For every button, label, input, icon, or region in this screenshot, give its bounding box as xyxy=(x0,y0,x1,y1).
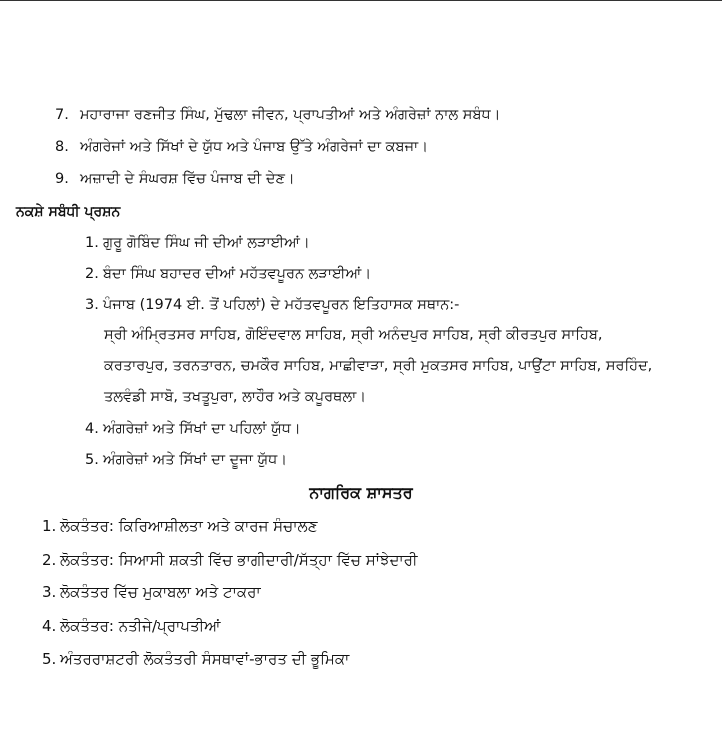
civics-item-3 xyxy=(42,582,261,602)
list-number: 4. xyxy=(85,421,99,437)
top-border-line xyxy=(0,0,722,1)
list-number: 3. xyxy=(85,297,99,313)
list-number: 2. xyxy=(42,551,57,569)
map-item-2 xyxy=(85,264,371,284)
list-text: ਅਜ਼ਾਦੀ ਦੇ ਸੰਘਰਸ਼ ਵਿੱਚ ਪੰਜਾਬ ਦੀ ਦੇਣ। xyxy=(80,171,295,187)
list-text: ਅੰਗਰੇਜ਼ਾਂ ਅਤੇ ਸਿੱਖਾਂ ਦਾ ਦੂਜਾ ਯੁੱਧ। xyxy=(103,452,288,468)
list-text: ਅੰਗਰੇਜਾਂ ਅਤੇ ਸਿੱਖਾਂ ਦੇ ਯੁੱਧ ਅਤੇ ਪੰਜਾਬ ਉੱਤੇ ਅੰਗਰੇਜਾਂ ਦਾ ਕਬਜਾ। xyxy=(80,139,428,155)
list-text: ਅੰਤਰਰਾਸ਼ਟਰੀ ਲੋਕਤੰਤਰੀ ਸੰਸਥਾਵਾਂ-ਭਾਰਤ ਦੀ ਭੂਮਿਕਾ xyxy=(60,650,350,668)
civics-item-4 xyxy=(42,616,220,636)
list-number: 1. xyxy=(42,517,57,535)
list-text: ਅੰਗਰੇਜ਼ਾਂ ਅਤੇ ਸਿੱਖਾਂ ਦਾ ਪਹਿਲਾਂ ਯੁੱਧ। xyxy=(103,421,301,437)
list-text: ਲੋਕਤੰਤਰ: ਸਿਆਸੀ ਸ਼ਕਤੀ ਵਿੱਚ ਭਾਗੀਦਾਰੀ/ਸੱਤ੍ਹਾ ਵਿੱਚ ਸਾਂਝੇਦਾਰੀ xyxy=(60,551,418,569)
civics-item-1 xyxy=(42,516,317,536)
list-number: 7. xyxy=(55,107,69,123)
list-number: 4. xyxy=(42,617,57,635)
list-text: ਗੁਰੂ ਗੋਬਿੰਦ ਸਿੰਘ ਜੀ ਦੀਆਂ ਲੜਾਈਆਂ। xyxy=(103,235,310,251)
map-questions-heading: ਨਕਸ਼ੇ ਸਬੰਧੀ ਪ੍ਰਸ਼ਨ xyxy=(16,204,121,220)
historic-places-list: ਸ੍ਰੀ ਅੰਮ੍ਰਿਤਸਰ ਸਾਹਿਬ, ਗੋਇੰਦਵਾਲ ਸਾਹਿਬ, ਸ੍ਰੀ ਅਨੰਦਪੁਰ ਸਾਹਿਬ, ਸ੍ਰੀ ਕੀਰਤਪੁਰ ਸਾਹਿਬ, ਕਰਤਾਰਪੁਰ, ਤਰਨਤਾਰਨ, ਚਮਕੌਰ ਸਾਹਿਬ, ਮਾਛੀਵਾੜਾ, ਸ੍ਰੀ ਮੁਕਤਸਰ ਸਾਹਿਬ, ਪਾਉਂਟਾ ਸਾਹਿਬ, ਸਰਹਿੰਦ, ਤਲਵੰਡੀ ਸਾਬੋ, ਤਖਤੂਪੁਰਾ, ਲਾਹੌਰ ਅਤੇ ਕਪੂਰਥਲਾ। xyxy=(104,327,653,405)
list-number: 1. xyxy=(85,235,99,251)
list-text: ਬੰਦਾ ਸਿੰਘ ਬਹਾਦਰ ਦੀਆਂ ਮਹੱਤਵਪੂਰਨ ਲੜਾਈਆਂ। xyxy=(103,266,372,282)
civics-item-2 xyxy=(42,550,418,570)
list-text: ਮਹਾਰਾਜਾ ਰਣਜੀਤ ਸਿੰਘ, ਮੁੱਢਲਾ ਜੀਵਨ, ਪ੍ਰਾਪਤੀਆਂ ਅਤੇ ਅੰਗਰੇਜ਼ਾਂ ਨਾਲ ਸਬੰਧ। xyxy=(80,107,501,123)
map-item-1 xyxy=(85,233,310,253)
map-item-4 xyxy=(85,419,301,439)
history-topic-8 xyxy=(55,137,428,157)
list-number: 2. xyxy=(85,266,99,282)
list-number: 5. xyxy=(42,650,57,668)
list-text: ਲੋਕਤੰਤਰ: ਨਤੀਜੇ/ਪ੍ਰਾਪਤੀਆਂ xyxy=(60,617,221,635)
civics-heading: ਨਾਗਰਿਕ ਸ਼ਾਸਤਰ xyxy=(309,483,413,502)
list-number: 3. xyxy=(42,583,57,601)
list-number: 9. xyxy=(55,171,69,187)
map-item-3 xyxy=(85,295,459,315)
history-topic-9 xyxy=(55,169,295,189)
civics-item-5 xyxy=(42,649,349,669)
history-topic-7 xyxy=(55,105,500,125)
list-text: ਲੋਕਤੰਤਰ: ਕਿਰਿਆਸ਼ੀਲਤਾ ਅਤੇ ਕਾਰਜ ਸੰਚਾਲਣ xyxy=(60,517,318,535)
list-text: ਲੋਕਤੰਤਰ ਵਿੱਚ ਮੁਕਾਬਲਾ ਅਤੇ ਟਾਕਰਾ xyxy=(60,583,261,601)
list-number: 8. xyxy=(55,139,69,155)
list-text: ਪੰਜਾਬ (1974 ਈ. ਤੋਂ ਪਹਿਲਾਂ) ਦੇ ਮਹੱਤਵਪੂਰਨ ਇਤਿਹਾਸਕ ਸਥਾਨ:- xyxy=(103,297,460,313)
map-item-5 xyxy=(85,450,287,470)
list-number: 5. xyxy=(85,452,99,468)
